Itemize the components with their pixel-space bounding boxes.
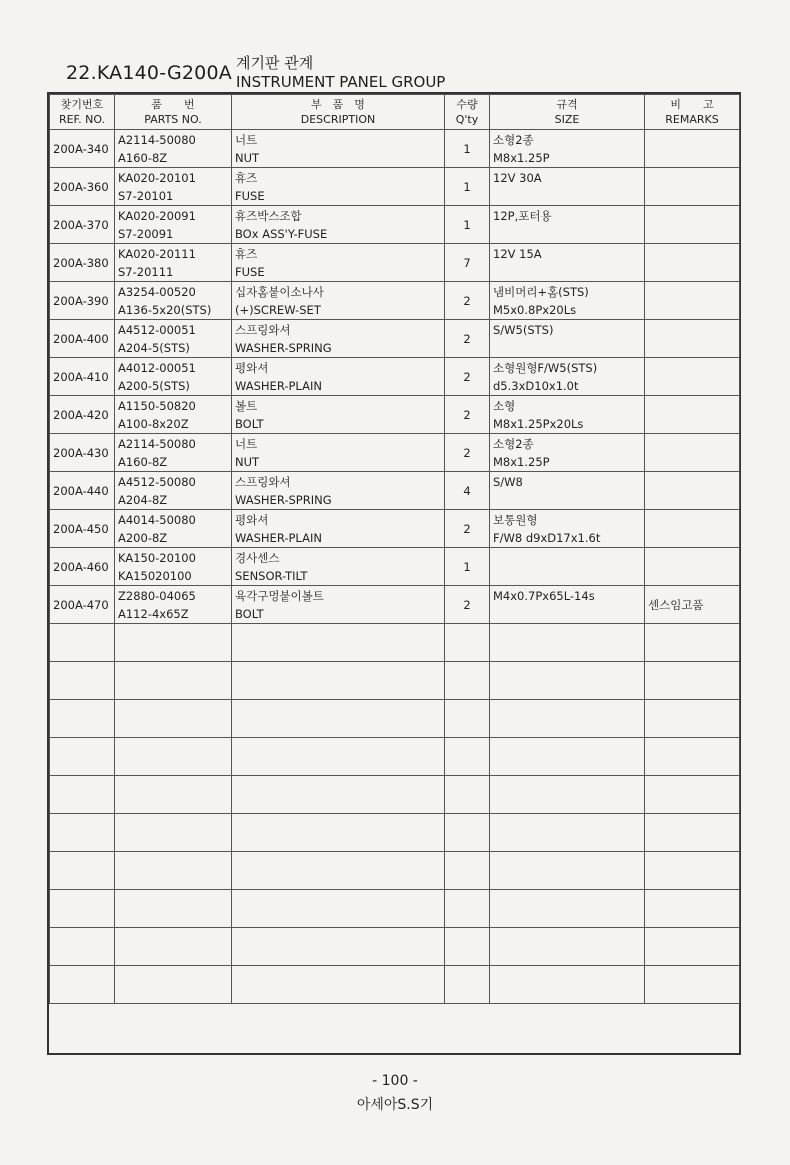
cell-description-line: 평와셔 <box>235 360 269 375</box>
cell-description-line: 평와셔 <box>235 512 269 527</box>
cell-size-line <box>493 187 641 205</box>
empty-cell <box>490 814 645 852</box>
cell-description-line: WASHER-PLAIN <box>235 378 322 393</box>
empty-cell <box>50 776 115 814</box>
cell-parts-no-line: A2114-50080 <box>118 436 196 451</box>
cell-qty: 2 <box>445 586 490 624</box>
cell-parts-no-line: A136-5x20(STS) <box>118 302 212 317</box>
table-row <box>50 434 740 472</box>
cell-description <box>232 206 445 244</box>
empty-cell <box>50 928 115 966</box>
cell-size-line: 소형2종 <box>493 132 534 147</box>
cell-size-line: 보통원형 <box>493 512 538 527</box>
section-title-korean: 계기판 관계 <box>236 54 314 72</box>
table-row <box>50 548 740 586</box>
cell-description <box>232 396 445 434</box>
cell-size-line: 12V 30A <box>493 170 542 185</box>
cell-parts-no <box>115 206 232 244</box>
cell-description-line: WASHER-SPRING <box>235 340 332 355</box>
cell-parts-no-line: A160-8Z <box>118 150 168 165</box>
parts-table <box>49 94 740 1004</box>
empty-cell <box>490 890 645 928</box>
empty-row <box>50 852 740 890</box>
cell-ref: 200A-340 <box>50 130 115 168</box>
empty-cell <box>115 890 232 928</box>
empty-cell <box>50 852 115 890</box>
cell-ref: 200A-380 <box>50 244 115 282</box>
cell-qty: 2 <box>445 282 490 320</box>
empty-cell <box>645 890 740 928</box>
cell-size-line <box>493 567 641 585</box>
empty-cell <box>645 738 740 776</box>
cell-qty: 1 <box>445 130 490 168</box>
cell-remarks <box>645 510 740 548</box>
table-body <box>50 130 740 1004</box>
cell-remarks <box>645 396 740 434</box>
col-header-qty: 수량 Q'ty <box>445 95 490 130</box>
cell-size-line: 소형원형F/W5(STS) <box>493 360 598 375</box>
empty-cell <box>645 966 740 1004</box>
empty-cell <box>645 928 740 966</box>
table-row <box>50 244 740 282</box>
empty-cell <box>115 738 232 776</box>
empty-row <box>50 966 740 1004</box>
cell-description-line: NUT <box>235 454 260 469</box>
cell-remarks <box>645 548 740 586</box>
cell-parts-no-line: A4512-00051 <box>118 322 196 337</box>
empty-row <box>50 624 740 662</box>
cell-parts-no-line: A1150-50820 <box>118 398 196 413</box>
cell-parts-no-line: KA020-20101 <box>118 170 196 185</box>
empty-cell <box>490 852 645 890</box>
cell-remarks <box>645 130 740 168</box>
table-row <box>50 168 740 206</box>
cell-parts-no-line: A4512-50080 <box>118 474 196 489</box>
cell-parts-no <box>115 586 232 624</box>
empty-cell <box>445 852 490 890</box>
cell-description-line: 너트 <box>235 436 258 451</box>
cell-description-line: FUSE <box>235 264 265 279</box>
cell-description <box>232 244 445 282</box>
cell-size-line <box>493 339 641 357</box>
cell-size-line: 소형2종 <box>493 436 534 451</box>
cell-description-line: BOLT <box>235 416 264 431</box>
cell-size <box>490 320 645 358</box>
cell-ref: 200A-440 <box>50 472 115 510</box>
cell-ref: 200A-410 <box>50 358 115 396</box>
cell-remarks <box>645 206 740 244</box>
empty-cell <box>115 966 232 1004</box>
section-title-english: INSTRUMENT PANEL GROUP <box>236 73 446 91</box>
table-row <box>50 320 740 358</box>
cell-description <box>232 510 445 548</box>
cell-parts-no-line: S7-20111 <box>118 264 174 279</box>
cell-description <box>232 358 445 396</box>
cell-parts-no-line: A100-8x20Z <box>118 416 189 431</box>
empty-cell <box>645 700 740 738</box>
cell-remarks <box>645 168 740 206</box>
cell-ref: 200A-420 <box>50 396 115 434</box>
cell-description-line: WASHER-SPRING <box>235 492 332 507</box>
empty-row <box>50 890 740 928</box>
cell-size-line: M8x1.25P <box>493 454 550 469</box>
empty-cell <box>115 814 232 852</box>
cell-description-line: 볼트 <box>235 398 258 413</box>
cell-parts-no <box>115 244 232 282</box>
empty-cell <box>50 624 115 662</box>
cell-parts-no <box>115 434 232 472</box>
table-row <box>50 586 740 624</box>
cell-size-line <box>493 225 641 243</box>
cell-size-line: M8x1.25Px20Ls <box>493 416 584 431</box>
empty-cell <box>232 776 445 814</box>
cell-size-line: M4x0.7Px65L-14s <box>493 588 595 603</box>
cell-size <box>490 206 645 244</box>
cell-size <box>490 168 645 206</box>
empty-cell <box>50 662 115 700</box>
empty-cell <box>232 700 445 738</box>
cell-size-line <box>493 263 641 281</box>
cell-ref: 200A-390 <box>50 282 115 320</box>
cell-parts-no-line: Z2880-04065 <box>118 588 196 603</box>
empty-row <box>50 738 740 776</box>
cell-size <box>490 510 645 548</box>
col-header-description: 부 품 명 DESCRIPTION <box>232 95 445 130</box>
cell-description <box>232 130 445 168</box>
cell-description-line: 휴즈박스조합 <box>235 208 302 223</box>
cell-parts-no <box>115 130 232 168</box>
table-header-row <box>50 95 740 130</box>
cell-description-line: 스프링와셔 <box>235 322 291 337</box>
empty-cell <box>445 890 490 928</box>
cell-description-line: (+)SCREW-SET <box>235 302 321 317</box>
cell-qty: 7 <box>445 244 490 282</box>
empty-cell <box>445 738 490 776</box>
cell-ref: 200A-450 <box>50 510 115 548</box>
cell-size <box>490 472 645 510</box>
empty-cell <box>232 662 445 700</box>
empty-cell <box>232 624 445 662</box>
cell-remarks <box>645 320 740 358</box>
cell-description <box>232 434 445 472</box>
cell-remarks <box>645 434 740 472</box>
empty-cell <box>445 814 490 852</box>
cell-description-line: FUSE <box>235 188 265 203</box>
cell-size-line <box>493 491 641 509</box>
cell-qty: 2 <box>445 320 490 358</box>
cell-qty: 2 <box>445 396 490 434</box>
cell-size-line <box>493 605 641 623</box>
empty-row <box>50 662 740 700</box>
cell-parts-no-line: A4012-00051 <box>118 360 196 375</box>
empty-cell <box>645 776 740 814</box>
section-code: 22.KA140-G200A <box>66 62 232 84</box>
cell-size <box>490 282 645 320</box>
company-name: 아세아S.S기 <box>356 1097 434 1113</box>
table-row <box>50 472 740 510</box>
empty-cell <box>115 776 232 814</box>
empty-cell <box>490 928 645 966</box>
empty-cell <box>645 814 740 852</box>
cell-description-line: 육각구멍붙이볼트 <box>235 588 324 603</box>
empty-row <box>50 700 740 738</box>
cell-parts-no-line: A112-4x65Z <box>118 606 189 621</box>
cell-remarks: 센스임고품 <box>645 586 740 624</box>
col-header-parts: 품 번 PARTS NO. <box>115 95 232 130</box>
cell-size-line: 12V 15A <box>493 246 542 261</box>
empty-cell <box>232 890 445 928</box>
cell-parts-no-line: KA15020100 <box>118 568 192 583</box>
cell-size <box>490 358 645 396</box>
cell-size-line <box>493 549 641 567</box>
empty-cell <box>445 776 490 814</box>
cell-qty: 1 <box>445 206 490 244</box>
cell-size <box>490 130 645 168</box>
cell-size-line: F/W8 d9xD17x1.6t <box>493 530 601 545</box>
cell-size-line: d5.3xD10x1.0t <box>493 378 579 393</box>
cell-parts-no-line: A204-5(STS) <box>118 340 190 355</box>
empty-cell <box>50 890 115 928</box>
cell-size-line: M5x0.8Px20Ls <box>493 302 577 317</box>
col-header-remarks: 비 고 REMARKS <box>645 95 740 130</box>
cell-description <box>232 320 445 358</box>
table-row <box>50 206 740 244</box>
cell-parts-no-line: A160-8Z <box>118 454 168 469</box>
cell-size-line: 12P,포터용 <box>493 208 552 223</box>
cell-ref: 200A-360 <box>50 168 115 206</box>
cell-qty: 2 <box>445 434 490 472</box>
cell-parts-no-line: S7-20091 <box>118 226 174 241</box>
empty-cell <box>50 700 115 738</box>
empty-cell <box>445 928 490 966</box>
cell-qty: 1 <box>445 168 490 206</box>
cell-description-line: BOLT <box>235 606 264 621</box>
cell-size-line: S/W5(STS) <box>493 322 554 337</box>
empty-cell <box>490 776 645 814</box>
table-row <box>50 282 740 320</box>
cell-size <box>490 244 645 282</box>
empty-cell <box>645 662 740 700</box>
cell-parts-no-line: A200-5(STS) <box>118 378 190 393</box>
col-header-ref: 찾기번호 REF. NO. <box>50 95 115 130</box>
empty-cell <box>445 966 490 1004</box>
empty-cell <box>232 738 445 776</box>
empty-cell <box>232 928 445 966</box>
cell-ref: 200A-460 <box>50 548 115 586</box>
cell-parts-no <box>115 510 232 548</box>
empty-row <box>50 814 740 852</box>
cell-parts-no <box>115 548 232 586</box>
table-row <box>50 510 740 548</box>
parts-table-frame <box>47 92 741 1055</box>
cell-parts-no-line: S7-20101 <box>118 188 174 203</box>
empty-cell <box>490 966 645 1004</box>
empty-cell <box>645 624 740 662</box>
empty-cell <box>115 700 232 738</box>
cell-description <box>232 168 445 206</box>
empty-cell <box>50 814 115 852</box>
cell-qty: 2 <box>445 510 490 548</box>
empty-row <box>50 776 740 814</box>
cell-parts-no <box>115 168 232 206</box>
cell-parts-no <box>115 396 232 434</box>
cell-description-line: 스프링와셔 <box>235 474 291 489</box>
empty-cell <box>490 662 645 700</box>
cell-ref: 200A-470 <box>50 586 115 624</box>
cell-size <box>490 434 645 472</box>
cell-parts-no-line: A2114-50080 <box>118 132 196 147</box>
empty-cell <box>445 700 490 738</box>
empty-cell <box>490 700 645 738</box>
empty-cell <box>232 966 445 1004</box>
empty-cell <box>50 738 115 776</box>
empty-cell <box>115 852 232 890</box>
cell-qty: 1 <box>445 548 490 586</box>
empty-cell <box>490 624 645 662</box>
cell-qty: 2 <box>445 358 490 396</box>
cell-remarks <box>645 282 740 320</box>
cell-parts-no <box>115 358 232 396</box>
empty-cell <box>490 738 645 776</box>
table-row <box>50 130 740 168</box>
cell-description-line: 경사센스 <box>235 550 280 565</box>
cell-description-line: 너트 <box>235 132 258 147</box>
cell-remarks <box>645 358 740 396</box>
cell-size-line: M8x1.25P <box>493 150 550 165</box>
cell-parts-no-line: A3254-00520 <box>118 284 196 299</box>
col-header-size: 규격 SIZE <box>490 95 645 130</box>
cell-description <box>232 586 445 624</box>
table-row <box>50 396 740 434</box>
empty-cell <box>115 662 232 700</box>
cell-remarks <box>645 472 740 510</box>
page-number: - 100 - <box>372 1073 418 1089</box>
empty-row <box>50 928 740 966</box>
empty-cell <box>115 624 232 662</box>
empty-cell <box>232 814 445 852</box>
cell-parts-no <box>115 320 232 358</box>
cell-parts-no-line: A200-8Z <box>118 530 168 545</box>
cell-description-line: BOx ASS'Y-FUSE <box>235 226 328 241</box>
cell-parts-no <box>115 472 232 510</box>
cell-description-line: 휴즈 <box>235 170 258 185</box>
cell-parts-no-line: A4014-50080 <box>118 512 196 527</box>
empty-cell <box>115 928 232 966</box>
cell-ref: 200A-430 <box>50 434 115 472</box>
cell-remarks <box>645 244 740 282</box>
cell-size <box>490 586 645 624</box>
cell-description-line: 십자홈붙이소나사 <box>235 284 324 299</box>
cell-description <box>232 282 445 320</box>
cell-parts-no-line: A204-8Z <box>118 492 168 507</box>
cell-size <box>490 548 645 586</box>
cell-description-line: NUT <box>235 150 260 165</box>
cell-description-line: WASHER-PLAIN <box>235 530 322 545</box>
cell-parts-no-line: KA020-20091 <box>118 208 196 223</box>
empty-cell <box>232 852 445 890</box>
empty-cell <box>445 662 490 700</box>
cell-parts-no-line: KA150-20100 <box>118 550 196 565</box>
cell-ref: 200A-370 <box>50 206 115 244</box>
cell-parts-no <box>115 282 232 320</box>
cell-ref: 200A-400 <box>50 320 115 358</box>
cell-size-line: 냄비머리+홈(STS) <box>493 284 589 299</box>
cell-size-line: 소형 <box>493 398 516 413</box>
cell-description <box>232 472 445 510</box>
cell-qty: 4 <box>445 472 490 510</box>
empty-cell <box>50 966 115 1004</box>
cell-description <box>232 548 445 586</box>
table-row <box>50 358 740 396</box>
cell-size <box>490 396 645 434</box>
cell-description-line: 휴즈 <box>235 246 258 261</box>
cell-parts-no-line: KA020-20111 <box>118 246 196 261</box>
empty-cell <box>445 624 490 662</box>
cell-description-line: SENSOR-TILT <box>235 568 308 583</box>
cell-size-line: S/W8 <box>493 474 523 489</box>
empty-cell <box>645 852 740 890</box>
